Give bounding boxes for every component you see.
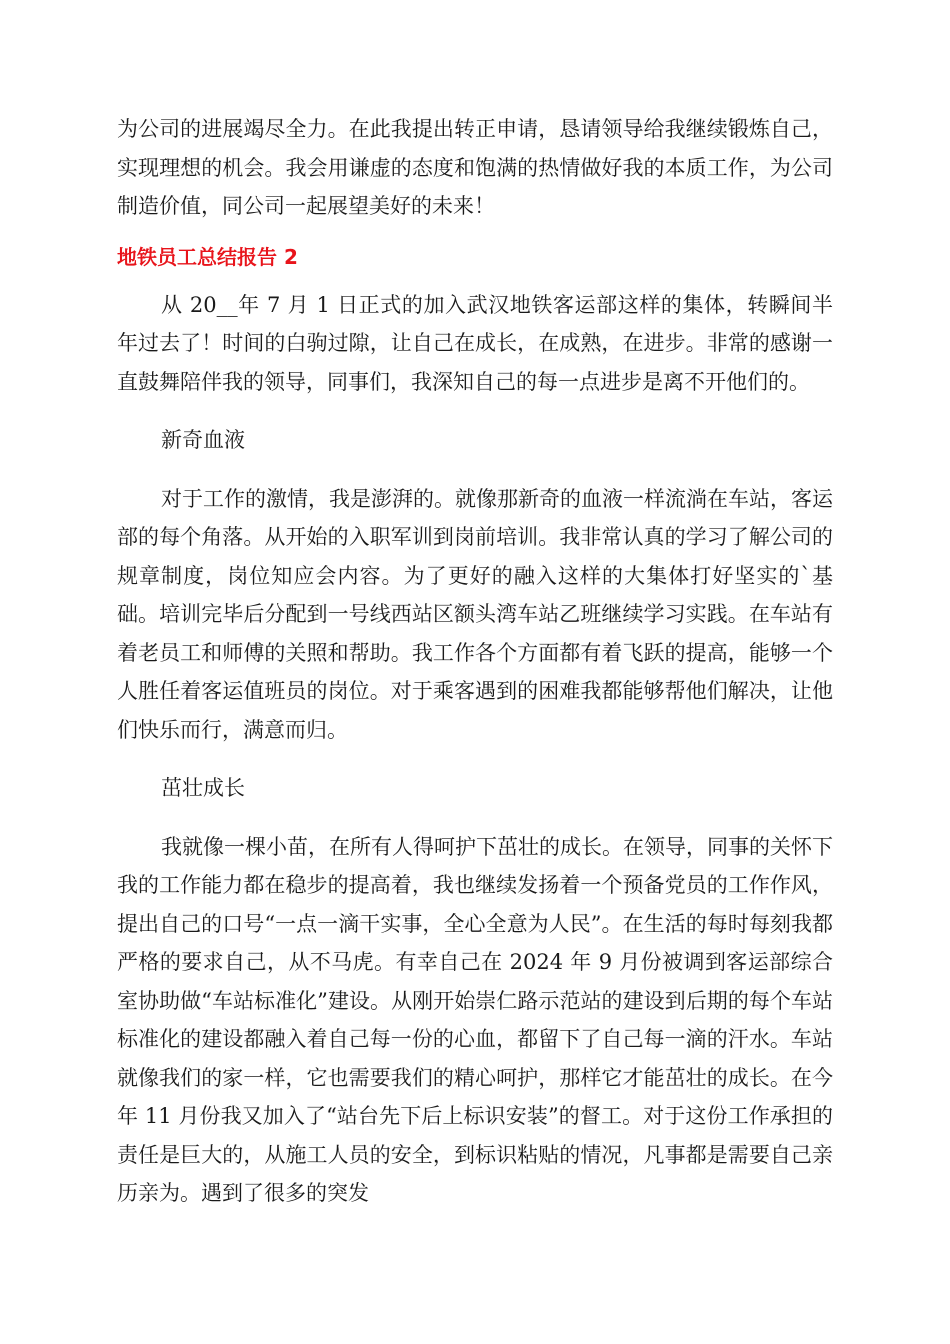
- document-body: [117, 110, 833, 1213]
- spacer: [117, 272, 833, 286]
- paragraph-continuation: 为公司的进展竭尽全力。在此我提出转正申请，恳请领导给我继续锻炼自己，实现理想的机会。我会用谦虚的态度和饱满的热情做好我的本质工作，为公司制造价值，同公司一起展望美好的未来！: [117, 117, 833, 218]
- spacer: [117, 808, 833, 828]
- subheading-growth: 茁壮成长: [161, 776, 245, 800]
- subheading-fresh-blood: 新奇血液: [161, 428, 245, 452]
- spacer: [117, 749, 833, 769]
- section-title: 地铁员工总结报告 2: [117, 244, 298, 269]
- paragraph-fresh-blood: 对于工作的激情，我是澎湃的。就像那新奇的血液一样流淌在车站，客运部的每个角落。从开始的入职军训到岗前培训。我非常认真的学习了解公司的规章制度，岗位知应会内容。为了更好的融入这样的大集体打好坚实的`基础。培训完毕后分配到一号线西站区额头湾车站乙班继续学习实践。在车站有着老员工和师傅的关照和帮助。我工作各个方面都有着飞跃的提高，能够一个人胜任着客运值班员的岗位。对于乘客遇到的困难我都能够帮他们解决，让他们快乐而行，满意而归。: [117, 486, 833, 742]
- spacer: [117, 226, 833, 242]
- spacer: [117, 460, 833, 480]
- spacer: [117, 401, 833, 421]
- paragraph-growth: 我就像一棵小苗，在所有人得呵护下茁壮的成长。在领导，同事的关怀下我的工作能力都在稳步的提高着，我也继续发扬着一个预备党员的工作作风，提出自己的口号“一点一滴干实事，全心全意为人民”。在生活的每时每刻我都严格的要求自己，从不马虎。有幸自己在 2024 年 9 月份被调到客运部综合室协助做“车站标准化”建设。从刚开始崇仁路示范站的建设到后期的每个车站标准化的建设都融入着自己每一份的心血，都留下了自己每一滴的汗水。车站就像我们的家一样，它也需要我们的精心呵护，那样它才能茁壮的成长。在今年 11 月份我又加入了“站台先下后上标识安装”的督工。对于这份工作承担的责任是巨大的，从施工人员的安全，到标识粘贴的情况，凡事都是需要自己亲历亲为。遇到了很多的突发: [117, 834, 833, 1205]
- paragraph-intro: 从 20__年 7 月 1 日正式的加入武汉地铁客运部这样的集体，转瞬间半年过去了！时间的白驹过隙，让自己在成长，在成熟，在进步。非常的感谢一直鼓舞陪伴我的领导，同事们，我深知自己的每一点进步是离不开他们的。: [117, 292, 833, 394]
